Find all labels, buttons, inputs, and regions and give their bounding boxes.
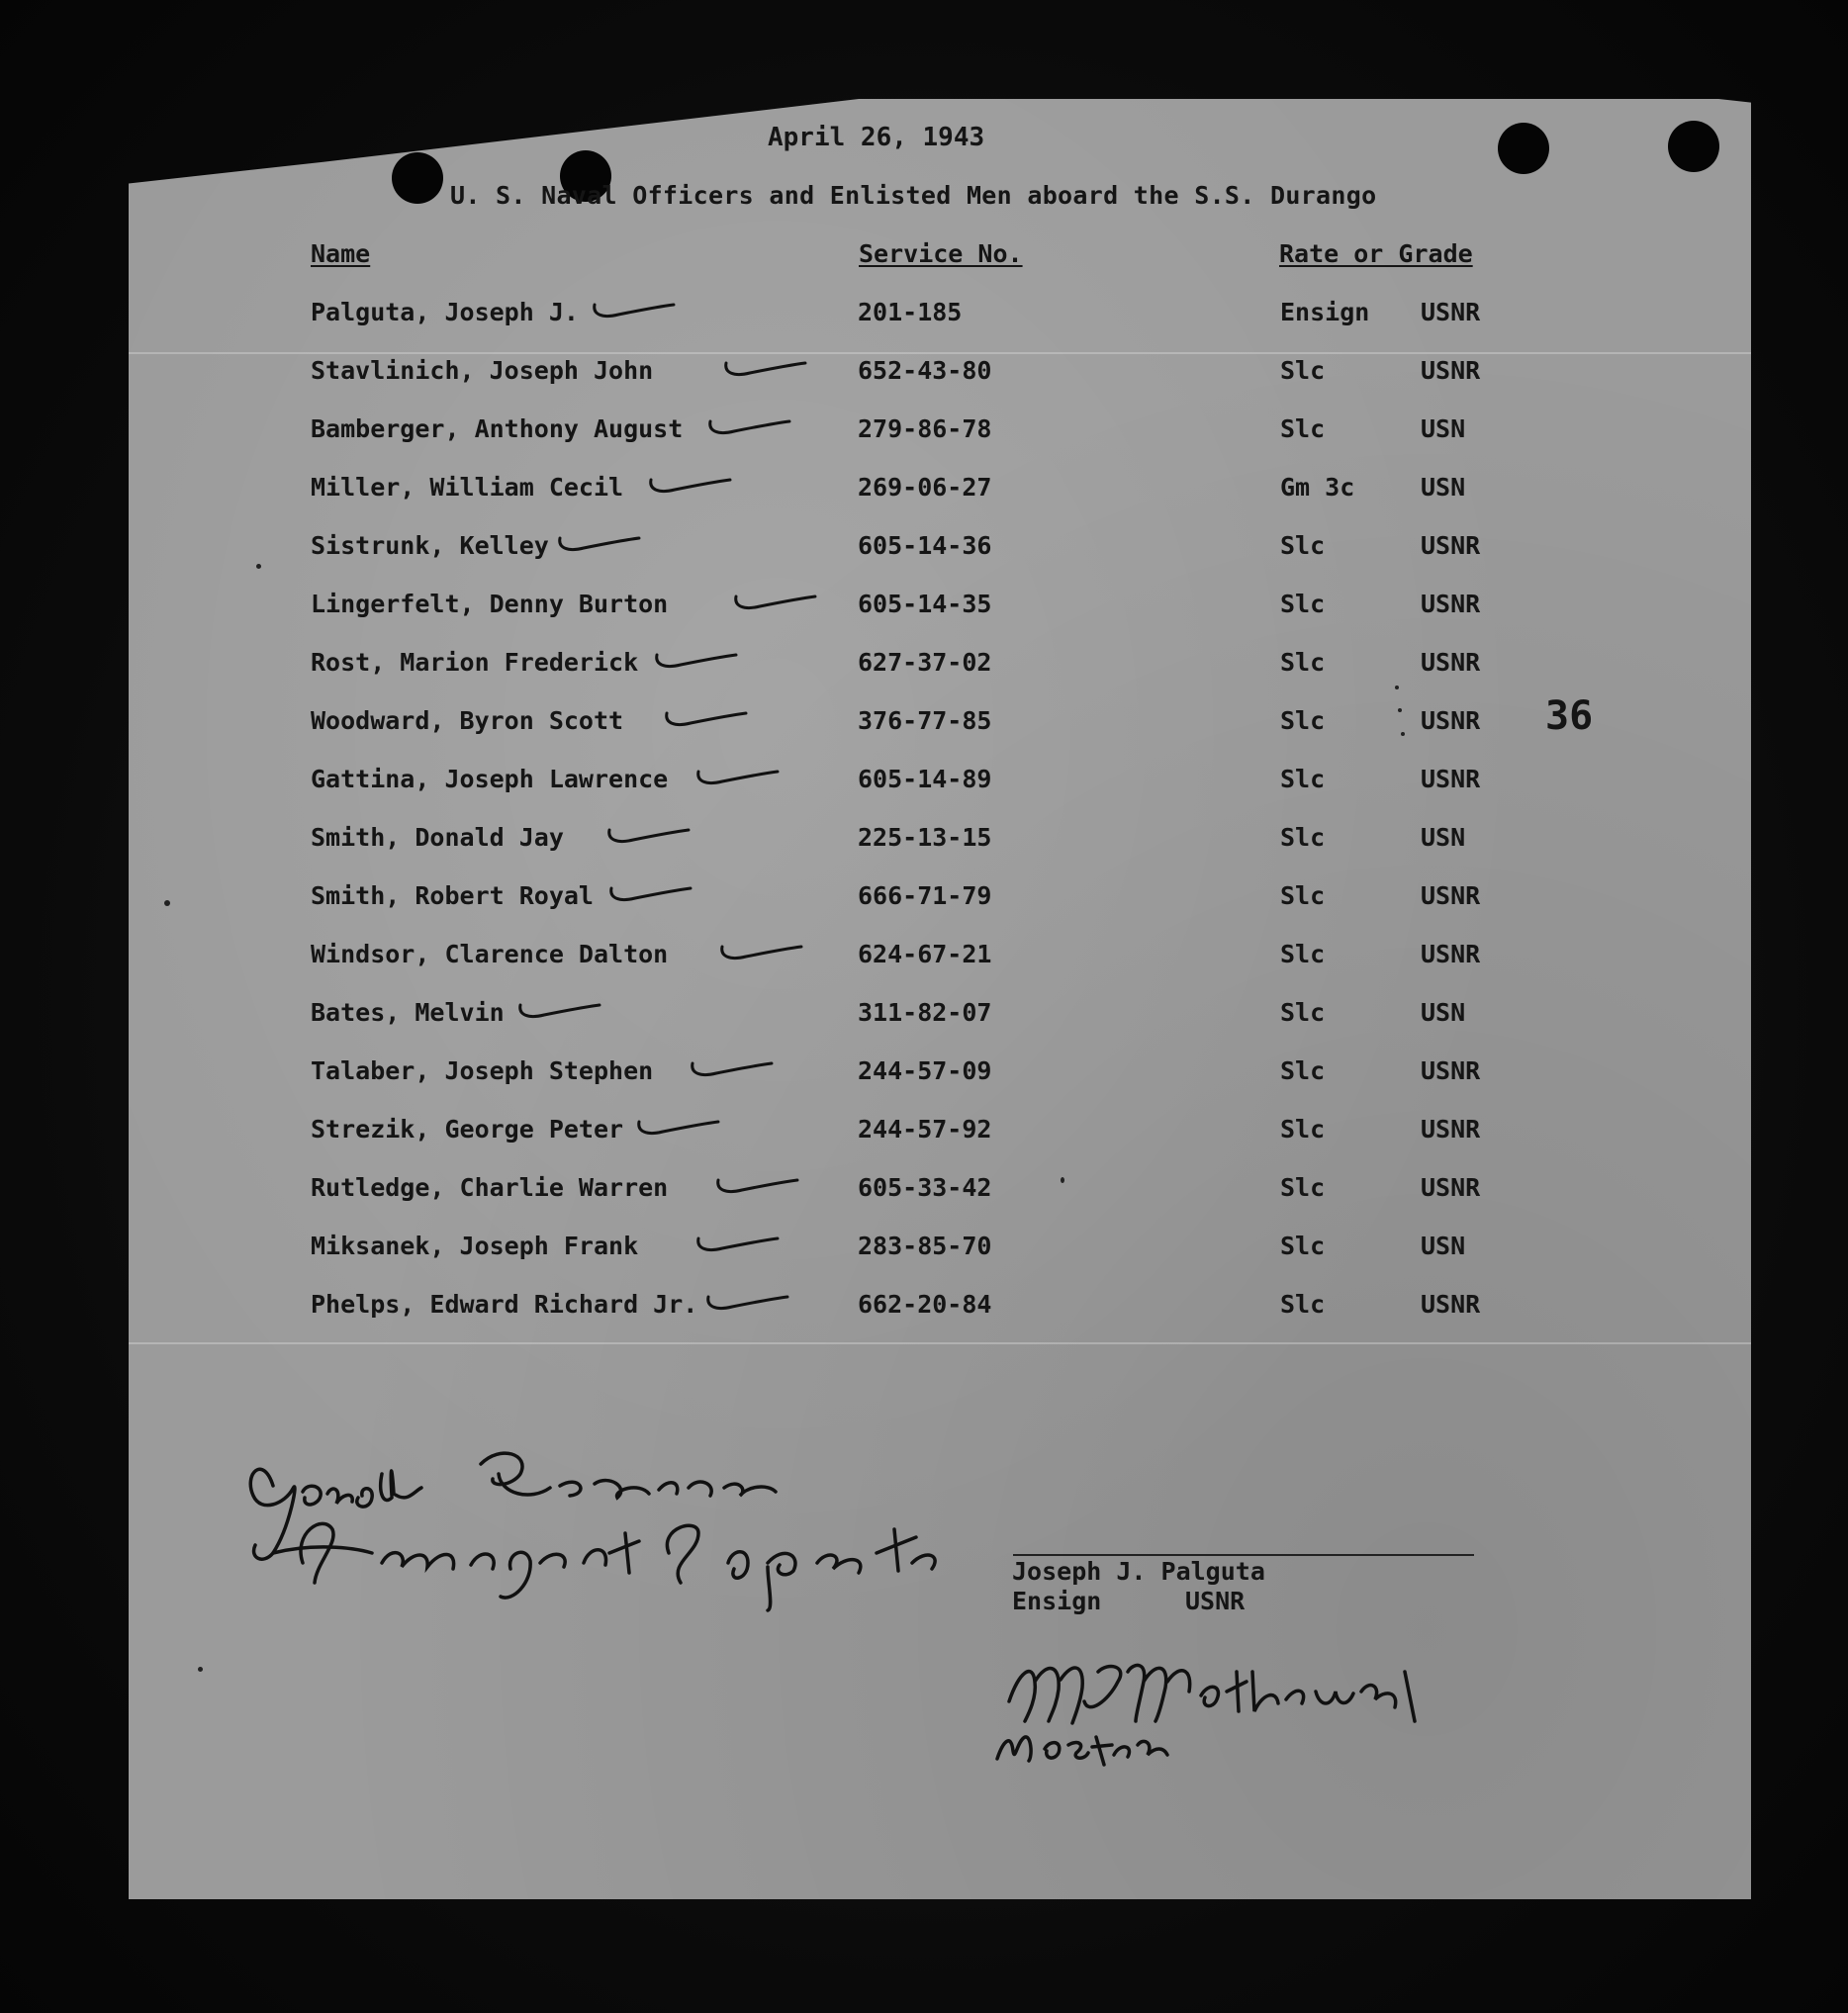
column-header-service-no: Service No.	[859, 239, 1023, 268]
check-mark-icon	[605, 880, 694, 906]
roster-row	[0, 1110, 1848, 1149]
paper-speck	[1398, 708, 1402, 712]
document-date: April 26, 1943	[768, 123, 985, 152]
crew-name: Woodward, Byron Scott	[311, 706, 624, 735]
check-mark-icon	[693, 764, 782, 789]
rate-or-grade: Ensign	[1280, 298, 1370, 326]
crew-name: Smith, Donald Jay	[311, 823, 564, 852]
check-mark-icon	[554, 530, 643, 556]
service-number: 376-77-85	[858, 706, 992, 735]
rate-or-grade: Slc	[1280, 356, 1326, 385]
roster-row	[0, 993, 1848, 1033]
crew-name: Miksanek, Joseph Frank	[311, 1232, 639, 1260]
roster-row	[0, 468, 1848, 507]
officer-rank: Ensign	[1012, 1587, 1102, 1615]
crew-name: Bates, Melvin	[311, 998, 505, 1027]
roster-row	[0, 876, 1848, 916]
check-mark-icon	[645, 472, 734, 498]
check-mark-icon	[687, 1055, 776, 1081]
service-branch: USNR	[1421, 590, 1481, 618]
check-mark-icon	[633, 1114, 722, 1140]
service-number: 666-71-79	[858, 881, 992, 910]
column-header-name: Name	[311, 239, 371, 268]
crew-name: Talaber, Joseph Stephen	[311, 1056, 654, 1085]
service-number: 605-33-42	[858, 1173, 992, 1202]
service-number: 201-185	[858, 298, 963, 326]
service-branch: USNR	[1421, 940, 1481, 968]
officer-branch: USNR	[1185, 1587, 1246, 1615]
service-number: 269-06-27	[858, 473, 992, 502]
crew-name: Gattina, Joseph Lawrence	[311, 765, 669, 793]
rate-or-grade: Slc	[1280, 1173, 1326, 1202]
rate-or-grade: Slc	[1280, 590, 1326, 618]
roster-row	[0, 585, 1848, 624]
rate-or-grade: Slc	[1280, 765, 1326, 793]
master-signature	[989, 1642, 1444, 1771]
crew-name: Stavlinich, Joseph John	[311, 356, 654, 385]
service-branch: USNR	[1421, 298, 1481, 326]
service-branch: USNR	[1421, 1290, 1481, 1319]
service-number: 605-14-35	[858, 590, 992, 618]
check-mark-icon	[712, 1172, 801, 1198]
service-number: 244-57-09	[858, 1056, 992, 1085]
check-mark-icon	[661, 705, 750, 731]
paper-speck	[1061, 1177, 1064, 1183]
roster-row	[0, 410, 1848, 449]
service-branch: USN	[1421, 823, 1466, 852]
crew-name: Smith, Robert Royal	[311, 881, 594, 910]
rate-or-grade: Slc	[1280, 414, 1326, 443]
check-mark-icon	[693, 1231, 782, 1256]
crew-name: Lingerfelt, Denny Burton	[311, 590, 669, 618]
check-mark-icon	[589, 297, 678, 322]
service-number: 279-86-78	[858, 414, 992, 443]
service-number: 627-37-02	[858, 648, 992, 677]
service-branch: USN	[1421, 1232, 1466, 1260]
check-mark-icon	[702, 1289, 791, 1315]
rate-or-grade: Slc	[1280, 940, 1326, 968]
service-branch: USNR	[1421, 1115, 1481, 1144]
roster-row	[0, 760, 1848, 799]
service-number: 283-85-70	[858, 1232, 992, 1260]
roster-row	[0, 1285, 1848, 1325]
service-branch: USN	[1421, 414, 1466, 443]
check-mark-icon	[730, 589, 819, 614]
rate-or-grade: Slc	[1280, 1290, 1326, 1319]
paper-speck	[198, 1667, 203, 1672]
crew-name: Windsor, Clarence Dalton	[311, 940, 669, 968]
check-mark-icon	[716, 939, 805, 964]
rate-or-grade: Slc	[1280, 531, 1326, 560]
service-number: 311-82-07	[858, 998, 992, 1027]
roster-row	[0, 935, 1848, 974]
service-branch: USNR	[1421, 706, 1481, 735]
roster-row	[0, 526, 1848, 566]
service-branch: USN	[1421, 998, 1466, 1027]
paper-speck	[1401, 732, 1405, 736]
roster-row	[0, 818, 1848, 858]
service-number: 624-67-21	[858, 940, 992, 968]
service-number: 605-14-89	[858, 765, 992, 793]
service-branch: USNR	[1421, 356, 1481, 385]
rate-or-grade: Slc	[1280, 1232, 1326, 1260]
rate-or-grade: Slc	[1280, 648, 1326, 677]
crew-name: Miller, William Cecil	[311, 473, 624, 502]
officer-name: Joseph J. Palguta	[1012, 1557, 1265, 1586]
inspector-signature	[233, 1434, 946, 1612]
rate-or-grade: Slc	[1280, 881, 1326, 910]
roster-row	[0, 351, 1848, 391]
roster-row	[0, 1052, 1848, 1091]
signature-line	[1013, 1554, 1474, 1556]
check-mark-icon	[720, 355, 809, 381]
roster-row	[0, 643, 1848, 683]
paper-speck	[164, 900, 170, 906]
roster-row	[0, 293, 1848, 332]
crew-name: Rutledge, Charlie Warren	[311, 1173, 669, 1202]
check-mark-icon	[651, 647, 740, 673]
document-title: U. S. Naval Officers and Enlisted Men aboard the S.S. Durango	[450, 181, 1377, 210]
service-number: 662-20-84	[858, 1290, 992, 1319]
service-number: 225-13-15	[858, 823, 992, 852]
check-mark-icon	[603, 822, 693, 848]
service-branch: USNR	[1421, 765, 1481, 793]
rate-or-grade: Slc	[1280, 1115, 1326, 1144]
service-number: 652-43-80	[858, 356, 992, 385]
rate-or-grade: Gm 3c	[1280, 473, 1355, 502]
crew-name: Phelps, Edward Richard Jr.	[311, 1290, 698, 1319]
rate-or-grade: Slc	[1280, 823, 1326, 852]
crew-name: Rost, Marion Frederick	[311, 648, 639, 677]
check-mark-icon	[704, 413, 793, 439]
crew-name: Palguta, Joseph J.	[311, 298, 579, 326]
paper-speck	[1395, 686, 1399, 689]
roster-row	[0, 1227, 1848, 1266]
service-number: 605-14-36	[858, 531, 992, 560]
rate-or-grade: Slc	[1280, 1056, 1326, 1085]
column-header-rate-or-grade: Rate or Grade	[1279, 239, 1473, 268]
crew-name: Sistrunk, Kelley	[311, 531, 549, 560]
rate-or-grade: Slc	[1280, 706, 1326, 735]
service-branch: USNR	[1421, 531, 1481, 560]
service-branch: USN	[1421, 473, 1466, 502]
paper-speck	[256, 564, 261, 569]
service-branch: USNR	[1421, 1173, 1481, 1202]
service-branch: USNR	[1421, 1056, 1481, 1085]
crew-name: Bamberger, Anthony August	[311, 414, 684, 443]
service-number: 244-57-92	[858, 1115, 992, 1144]
crew-name: Strezik, George Peter	[311, 1115, 624, 1144]
check-mark-icon	[514, 997, 603, 1023]
roster-row	[0, 1168, 1848, 1208]
rate-or-grade: Slc	[1280, 998, 1326, 1027]
service-branch: USNR	[1421, 881, 1481, 910]
page-number: 36	[1545, 693, 1594, 739]
service-branch: USNR	[1421, 648, 1481, 677]
